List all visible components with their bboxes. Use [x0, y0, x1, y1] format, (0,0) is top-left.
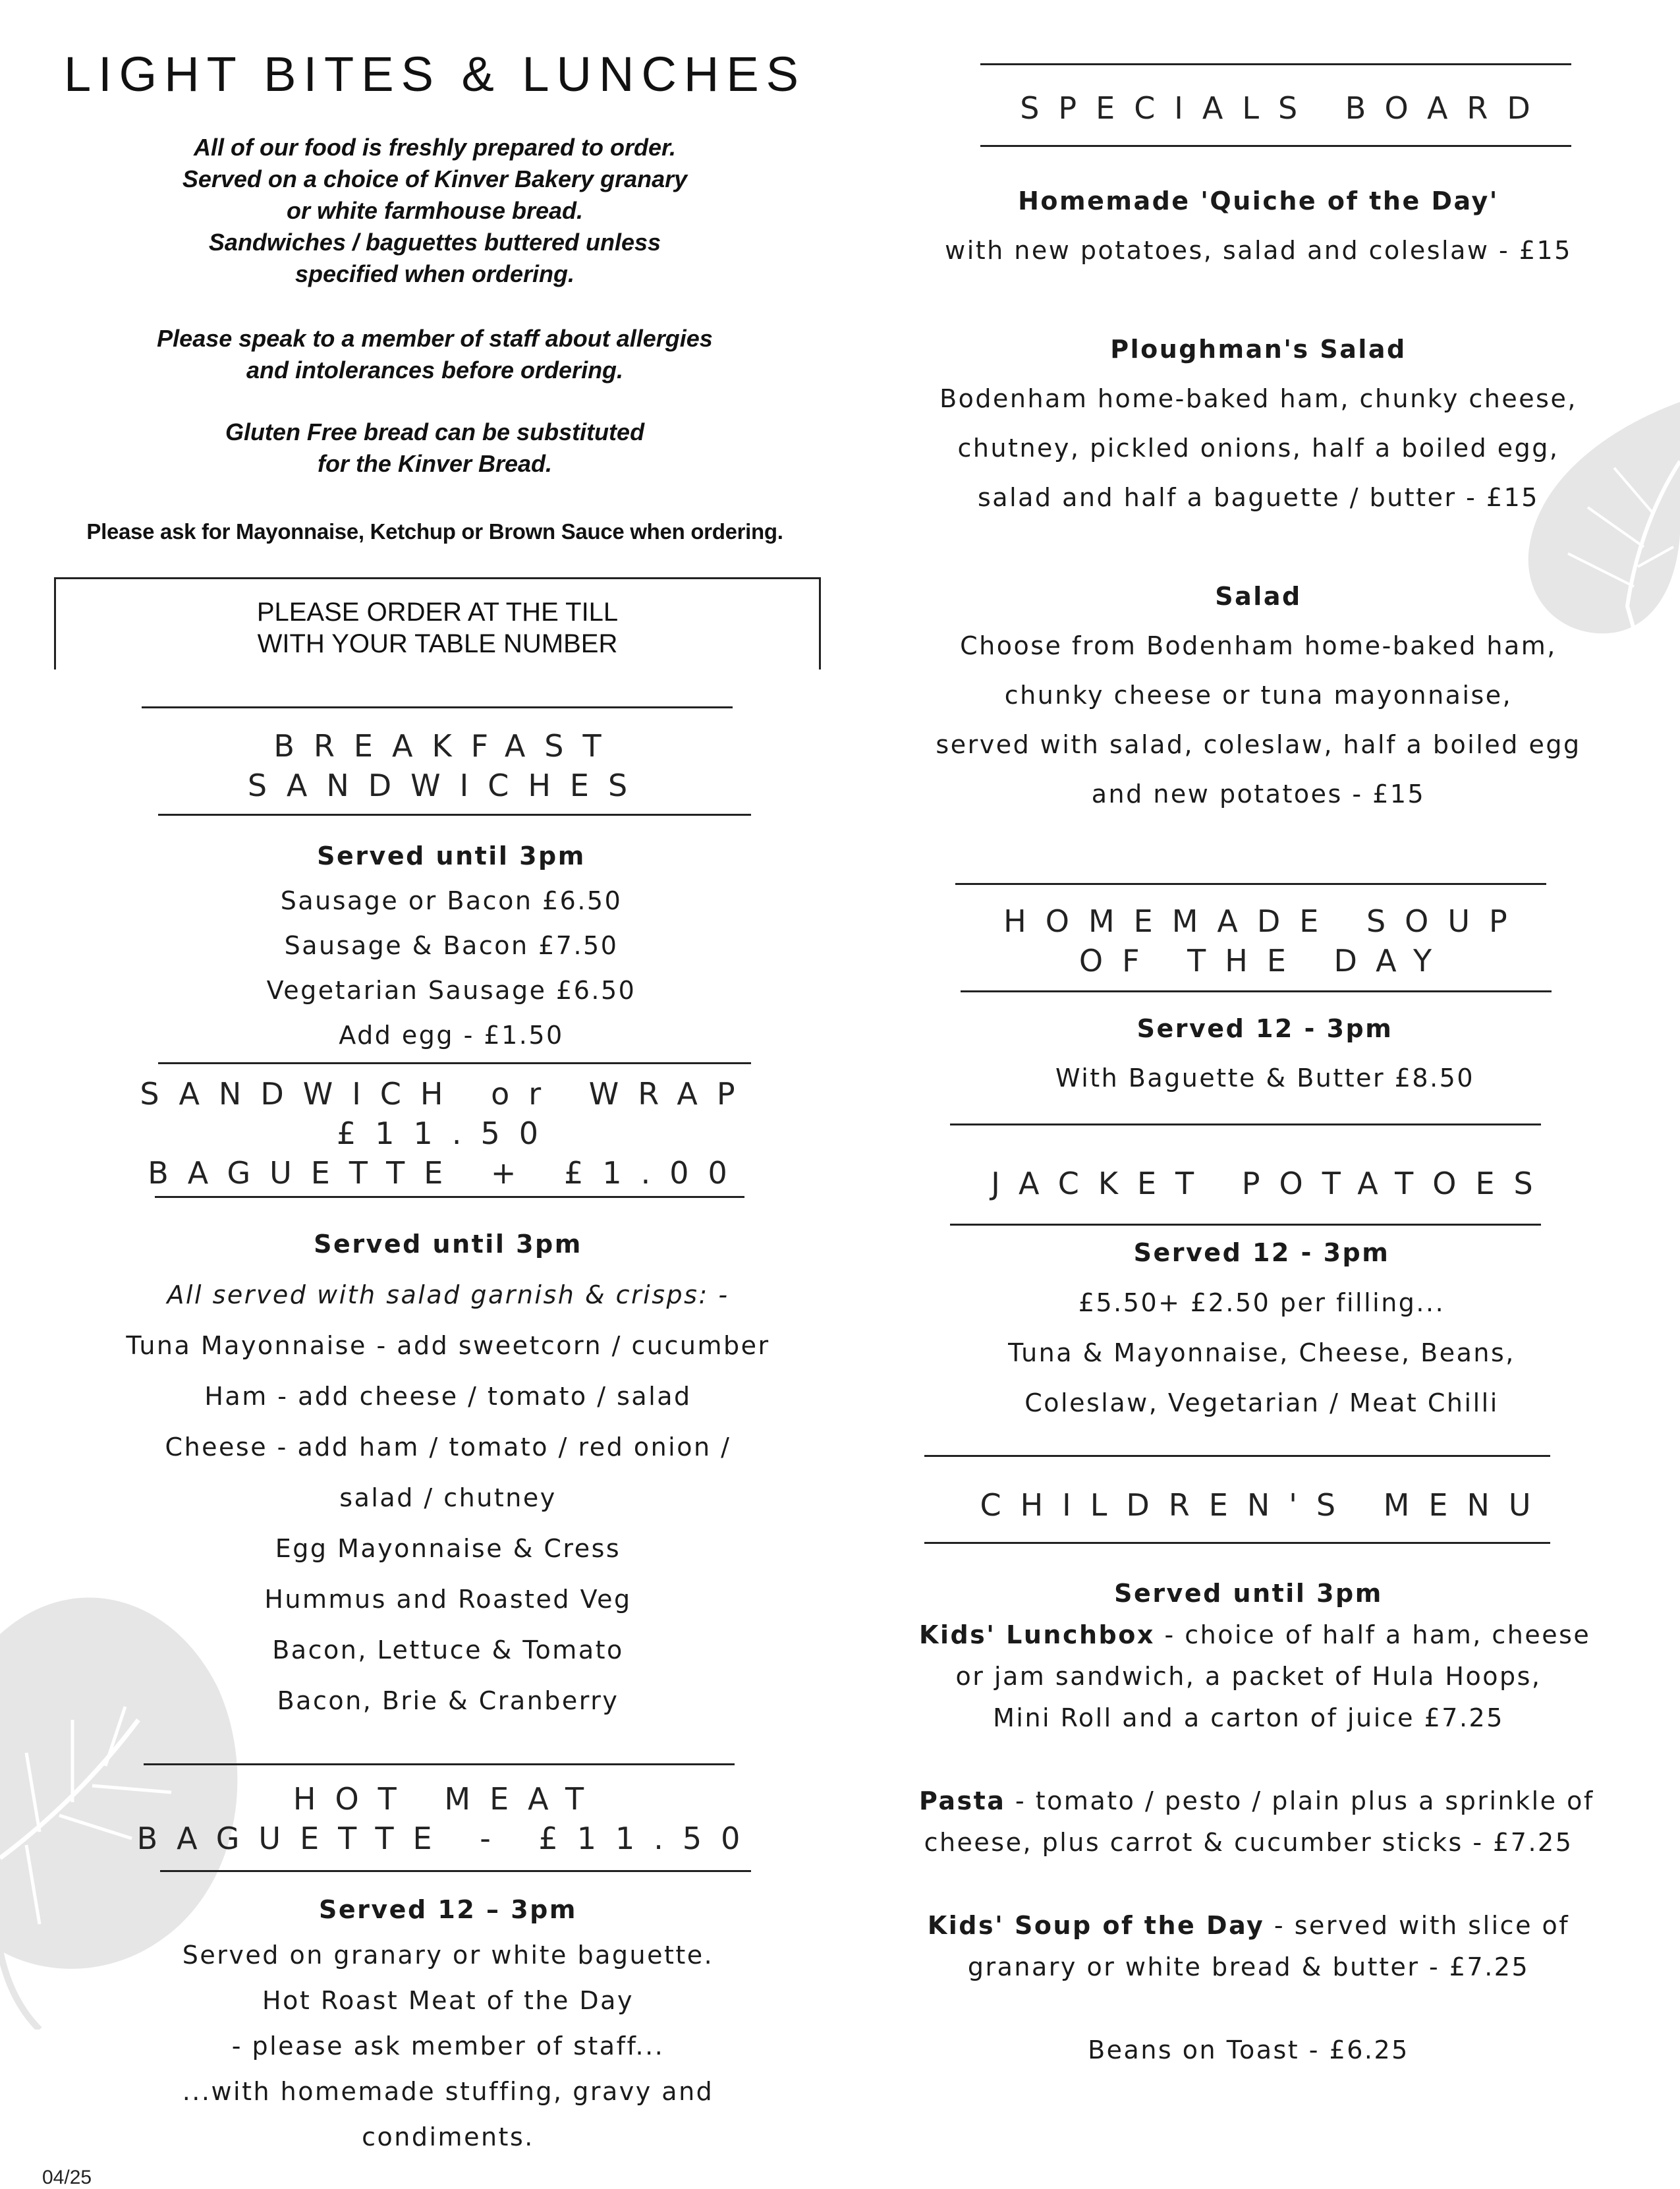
- sandwich-heading: [112, 1074, 782, 1193]
- served-time: Served 12 – 3pm: [319, 1895, 577, 1924]
- heading-line: BREAKFAST: [273, 728, 621, 764]
- sandwich-note: All served with salad garnish & crisps: -: [167, 1280, 729, 1309]
- divider: [980, 63, 1571, 65]
- children-heading: CHILDREN'S MENU: [980, 1487, 1550, 1523]
- allergy-line: and intolerances before ordering.: [246, 356, 624, 384]
- jacket-heading: JACKET POTATOES: [991, 1166, 1552, 1201]
- menu-item: Coleslaw, Vegetarian / Meat Chilli: [1024, 1388, 1499, 1417]
- heading-line: BAGUETTE - £11.50: [136, 1821, 760, 1856]
- intro-line: or white farmhouse bread.: [286, 197, 584, 224]
- served-time: Served until 3pm: [317, 841, 586, 870]
- hot-meat-list: [119, 1887, 777, 2160]
- kids-item-name: Kids' Lunchbox: [919, 1620, 1155, 1649]
- served-time: Served until 3pm: [1114, 1579, 1383, 1608]
- gluten-line: Gluten Free bread can be substituted: [225, 418, 645, 445]
- intro-line: Sandwiches / baguettes buttered unless: [208, 229, 661, 256]
- breakfast-list: [122, 834, 781, 1058]
- order-box-line: WITH YOUR TABLE NUMBER: [257, 629, 618, 658]
- menu-item: Hummus and Roasted Veg: [264, 1585, 632, 1614]
- page-title: LIGHT BITES & LUNCHES: [63, 47, 806, 101]
- kids-item-name: Pasta: [919, 1786, 1006, 1815]
- kids-item-name: Kids' Soup of the Day: [927, 1911, 1265, 1940]
- gluten-line: for the Kinver Bread.: [317, 450, 553, 477]
- menu-item: Vegetarian Sausage £6.50: [266, 976, 636, 1005]
- menu-item: Beans on Toast - £6.25: [1088, 2035, 1409, 2064]
- kids-item: [919, 1614, 1591, 1656]
- gluten-note: [26, 416, 843, 480]
- specials-list: [929, 177, 1588, 819]
- kids-item-desc: - choice of half a ham, cheese: [1154, 1620, 1591, 1649]
- intro-line: specified when ordering.: [294, 260, 575, 287]
- soup-list: [936, 1004, 1594, 1103]
- order-at-till-box: [54, 577, 821, 669]
- menu-item: Tuna Mayonnaise - add sweetcorn / cucumber: [126, 1331, 770, 1360]
- special-desc: served with salad, coleslaw, half a boiled egg: [936, 730, 1581, 759]
- menu-item: ...with homemade stuffing, gravy and: [182, 2077, 714, 2106]
- heading-line: OF THE DAY: [1078, 943, 1451, 979]
- served-time: Served until 3pm: [314, 1230, 582, 1259]
- menu-item: Ham - add cheese / tomato / salad: [204, 1382, 692, 1411]
- special-desc: and new potatoes - £15: [1091, 780, 1426, 809]
- kids-item-desc: - served with slice of: [1264, 1911, 1570, 1940]
- kids-item: [919, 1905, 1578, 1947]
- kids-item-desc: - tomato / pesto / plain plus a sprinkle of: [1005, 1786, 1594, 1815]
- menu-item: Bacon, Lettuce & Tomato: [272, 1635, 624, 1664]
- jacket-list: [932, 1228, 1591, 1428]
- menu-item: Hot Roast Meat of the Day: [262, 1986, 634, 2015]
- special-desc: chutney, pickled onions, half a boiled egg,: [957, 434, 1559, 463]
- divider: [158, 814, 751, 816]
- divider: [950, 1123, 1541, 1125]
- intro-line: Served on a choice of Kinver Bakery granary: [182, 165, 688, 192]
- menu-item: £5.50+ £2.50 per filling...: [1078, 1288, 1445, 1317]
- kids-item-desc: granary or white bread & butter - £7.25: [967, 1952, 1530, 1981]
- served-time: Served 12 - 3pm: [1136, 1014, 1393, 1043]
- divider: [160, 1870, 751, 1872]
- sandwich-list: [119, 1219, 777, 1726]
- soup-heading: [936, 901, 1594, 981]
- heading-line: HOT MEAT: [293, 1781, 603, 1817]
- divider: [924, 1542, 1550, 1544]
- menu-item: Served on granary or white baguette.: [182, 1941, 714, 1970]
- kids-item: [919, 1780, 1594, 1822]
- menu-item: Egg Mayonnaise & Cress: [275, 1534, 621, 1563]
- breakfast-heading: [142, 726, 752, 805]
- heading-line: SANDWICH or WRAP: [140, 1076, 754, 1112]
- special-name: Salad: [1215, 582, 1302, 611]
- divider: [955, 883, 1546, 885]
- divider: [980, 145, 1571, 147]
- allergy-note: [26, 323, 843, 386]
- special-name: Homemade 'Quiche of the Day': [1018, 186, 1499, 215]
- divider: [961, 990, 1552, 992]
- kids-item-desc: cheese, plus carrot & cucumber sticks - £7.25: [924, 1828, 1573, 1857]
- intro-line: All of our food is freshly prepared to order.: [193, 134, 677, 161]
- menu-item: Sausage & Bacon £7.50: [284, 931, 619, 960]
- menu-item: Sausage or Bacon £6.50: [280, 886, 623, 915]
- menu-item: Cheese - add ham / tomato / red onion /: [165, 1433, 731, 1462]
- special-desc: with new potatoes, salad and coleslaw - £15: [945, 236, 1572, 265]
- intro-note: [26, 132, 843, 290]
- special-desc: Bodenham home-baked ham, chunky cheese,: [939, 384, 1577, 413]
- order-box-line: PLEASE ORDER AT THE TILL: [256, 598, 619, 627]
- served-time: Served 12 - 3pm: [1133, 1238, 1390, 1267]
- divider: [950, 1224, 1541, 1226]
- heading-line: SANDWICHES: [247, 768, 647, 803]
- heading-line: BAGUETTE + £1.00: [148, 1155, 746, 1191]
- menu-item: Bacon, Brie & Cranberry: [277, 1686, 619, 1715]
- allergy-line: Please speak to a member of staff about allergies: [157, 325, 713, 352]
- hot-meat-heading: [119, 1779, 777, 1858]
- specials-heading: SPECIALS BOARD: [1020, 90, 1550, 126]
- children-list: [919, 1573, 1594, 2071]
- divider: [158, 1062, 751, 1064]
- special-desc: chunky cheese or tuna mayonnaise,: [1004, 681, 1513, 710]
- special-desc: salad and half a baguette / butter - £15: [978, 483, 1539, 512]
- divider: [144, 1763, 735, 1765]
- menu-item: Tuna & Mayonnaise, Cheese, Beans,: [1008, 1338, 1515, 1367]
- divider: [155, 1196, 744, 1198]
- kids-item-desc: Mini Roll and a carton of juice £7.25: [993, 1703, 1504, 1732]
- menu-item: salad / chutney: [339, 1483, 557, 1512]
- menu-item: Add egg - £1.50: [339, 1021, 564, 1050]
- menu-item: With Baguette & Butter £8.50: [1055, 1064, 1475, 1093]
- menu-item: condiments.: [362, 2122, 534, 2151]
- divider: [924, 1455, 1550, 1457]
- heading-line: £11.50: [337, 1116, 557, 1151]
- divider: [142, 706, 733, 708]
- heading-line: HOMEMADE SOUP: [1003, 903, 1526, 939]
- page-code: 04/25: [42, 2167, 92, 2188]
- kids-item-desc: or jam sandwich, a packet of Hula Hoops,: [955, 1662, 1542, 1691]
- condiments-note: Please ask for Mayonnaise, Ketchup or Brown Sauce when ordering.: [86, 519, 783, 544]
- menu-item: - please ask member of staff...: [231, 2032, 665, 2061]
- special-desc: Choose from Bodenham home-baked ham,: [960, 631, 1557, 660]
- special-name: Ploughman's Salad: [1110, 335, 1407, 364]
